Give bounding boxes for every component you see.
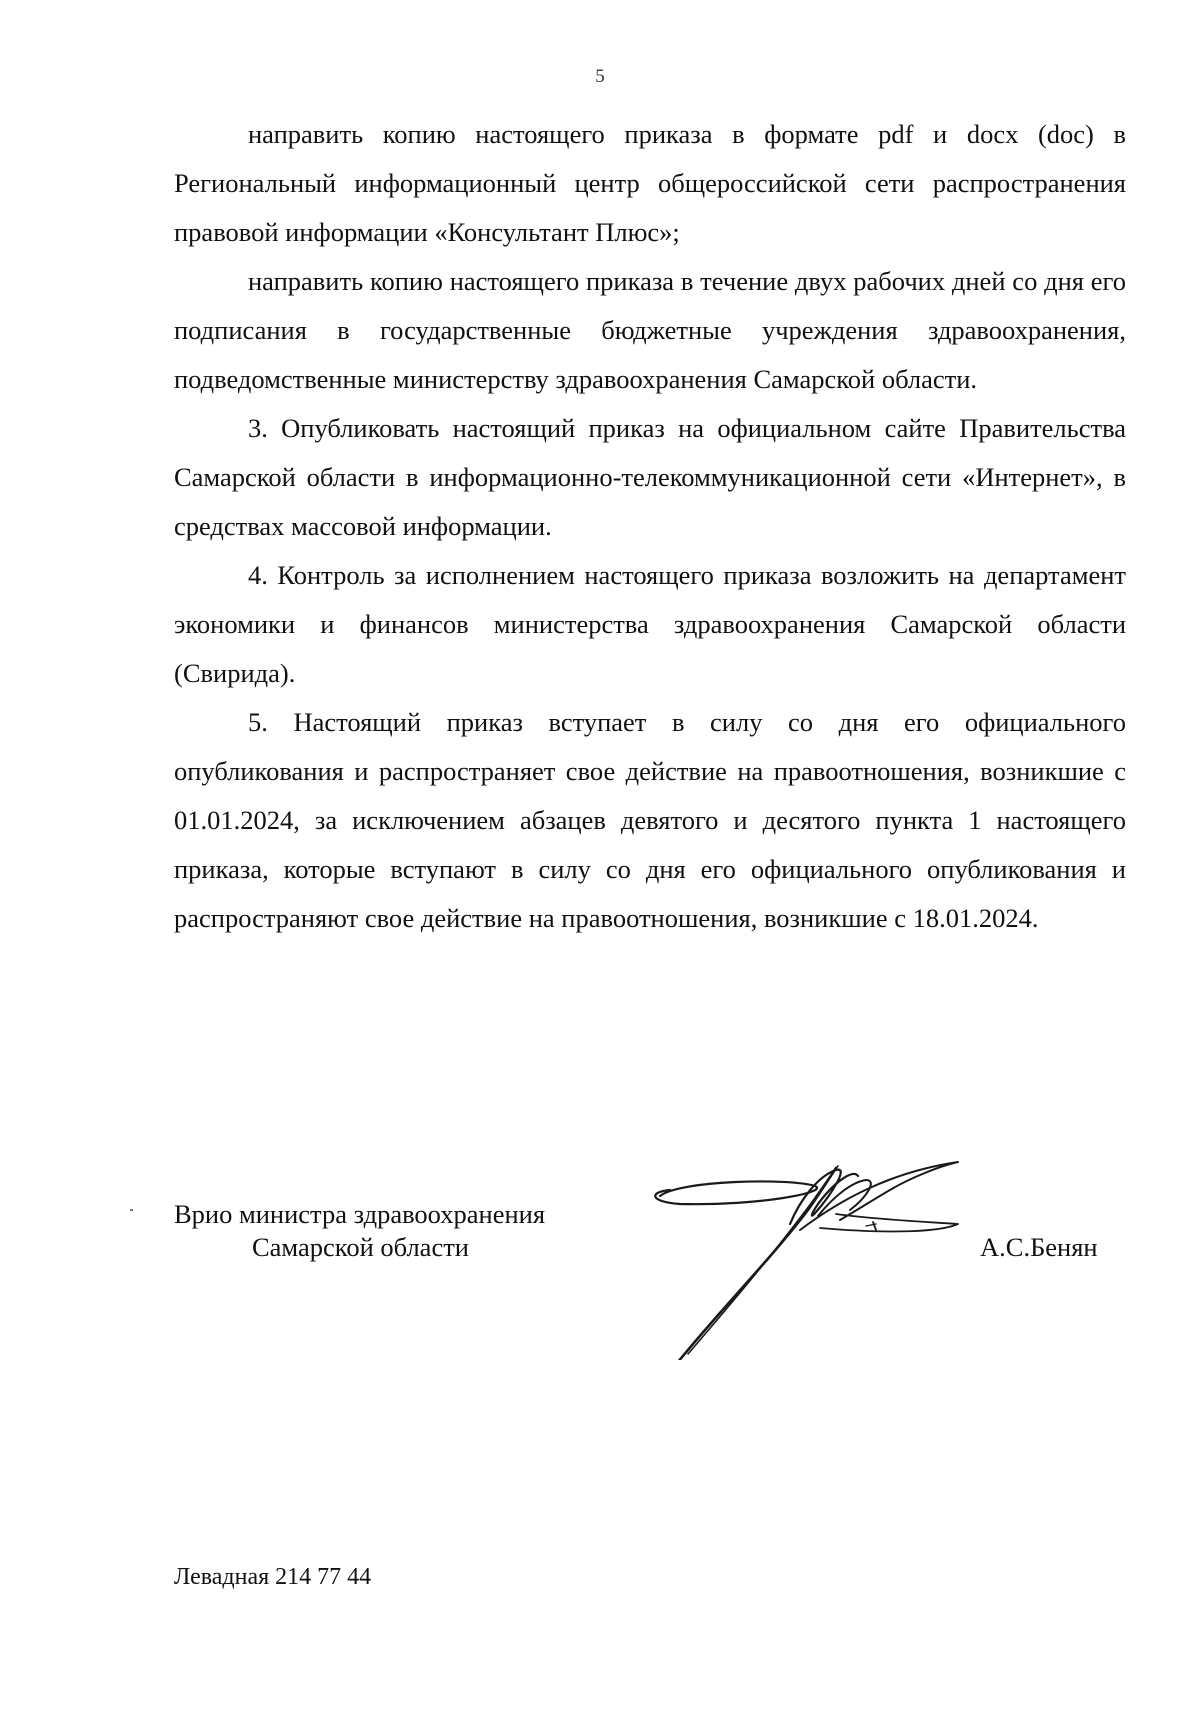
paragraph-item-3-publish: 3. Опубликовать настоящий приказ на официальном сайте Правительства Самарской области в информационно-телекоммуникационной сети «Интернет», в средствах массовой информации. <box>174 413 1126 541</box>
page-number: 5 <box>595 66 605 87</box>
paragraph-item-4-control: 4. Контроль за исполнением настоящего приказа возложить на департамент экономики и финансов министерства здравоохранения Самарской области (Свирида). <box>174 560 1126 688</box>
paragraph-item-5-effect: 5. Настоящий приказ вступает в силу со дня его официального опубликования и распространяет свое действие на правоотношения, возникшие с 01.01.2024, за исключением абзацев девятого и десятого пункта 1 настоящего приказа, которые вступают в силу со дня его официального опубликования и распространяют свое действие на правоотношения, возникшие с 18.01.2024. <box>174 707 1126 933</box>
signature-name: А.С.Бенян <box>980 1232 1098 1262</box>
scan-speck <box>130 1209 133 1211</box>
paragraph-send-consultant: направить копию настоящего приказа в формате pdf и docx (doc) в Региональный информационный центр общероссийской сети распространения правовой информации «Консультант Плюс»; <box>174 119 1126 247</box>
document-body <box>174 110 1126 943</box>
contact-info: Левадная 214 77 44 <box>174 1564 372 1590</box>
signature-title <box>174 1198 545 1264</box>
signature-title-line1: Врио министра здравоохранения <box>174 1199 546 1229</box>
signature-title-line2: Самарской области <box>252 1232 469 1262</box>
paragraph-send-institutions: направить копию настоящего приказа в течение двух рабочих дней со дня его подписания в государственные бюджетные учреждения здравоохранения, подведомственные министерству здравоохранения Самарской области. <box>174 266 1126 394</box>
handwritten-signature <box>640 1140 980 1360</box>
